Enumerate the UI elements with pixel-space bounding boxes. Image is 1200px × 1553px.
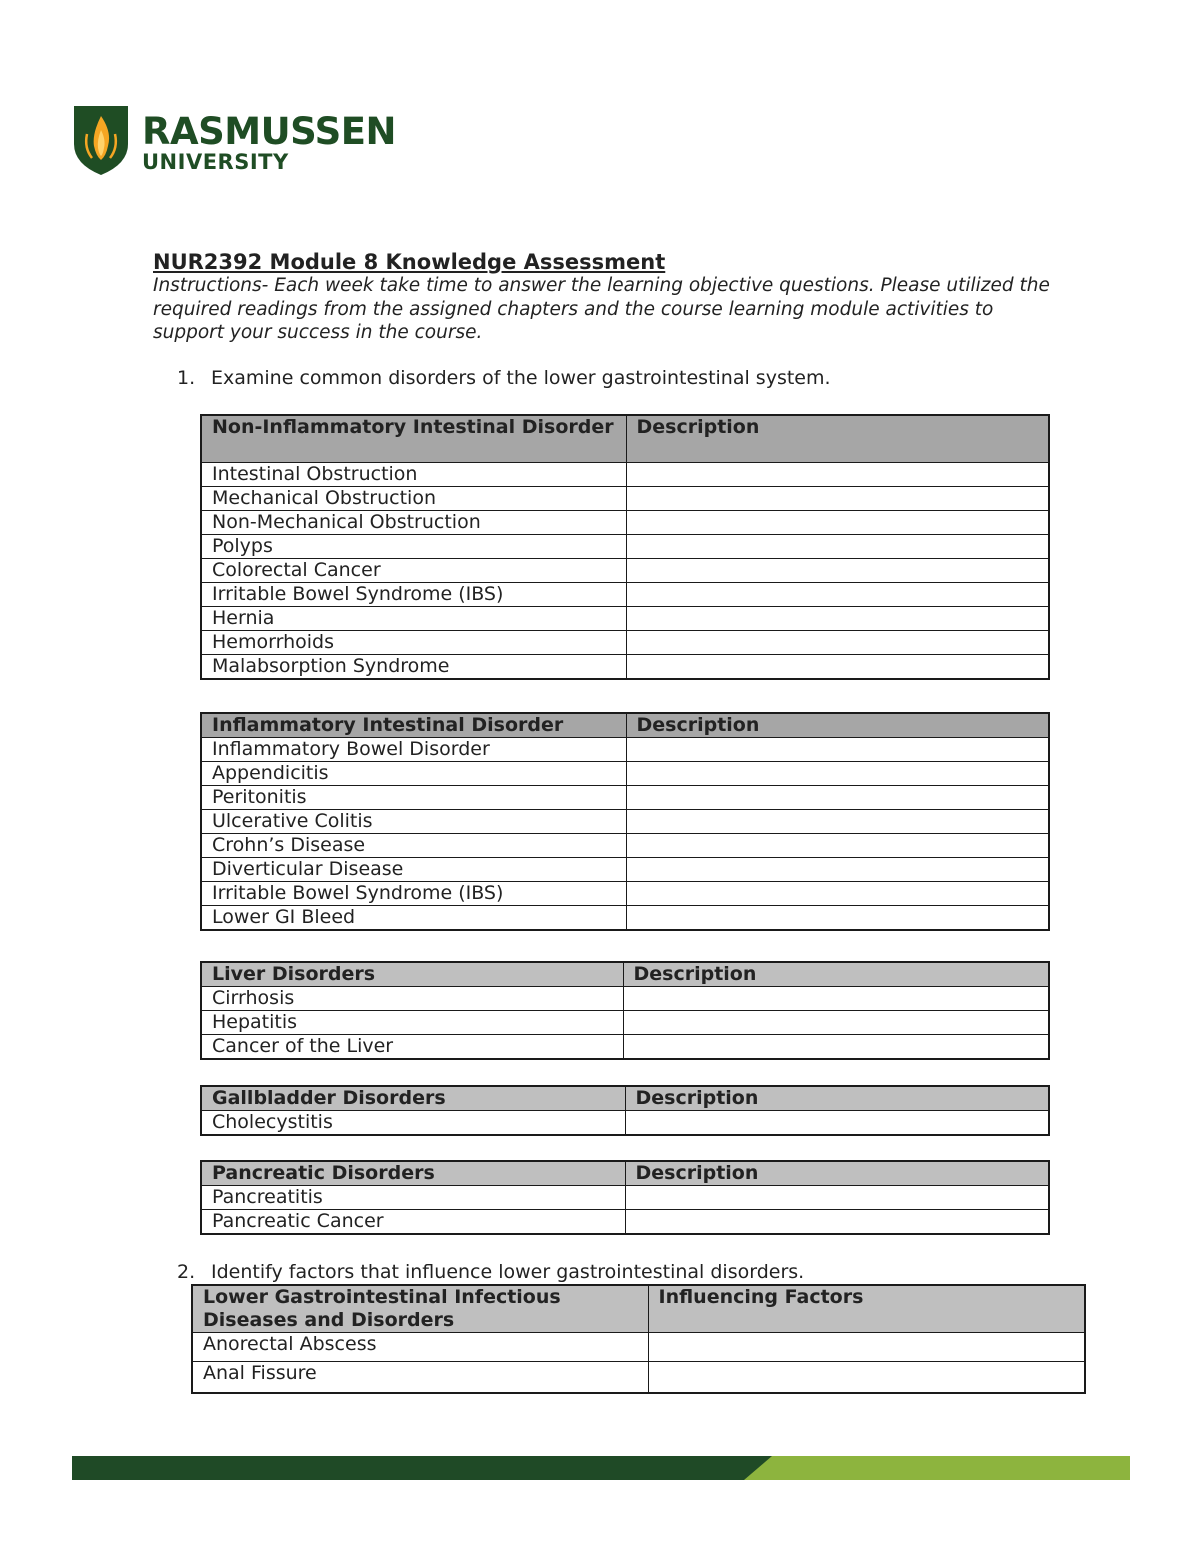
non-inflammatory-table <box>200 414 1050 680</box>
header-cell: Gallbladder Disorders <box>201 1086 625 1111</box>
table-row <box>201 583 1049 607</box>
table-row <box>201 834 1049 858</box>
disorder-cell: Irritable Bowel Syndrome (IBS) <box>201 583 626 607</box>
footer-bar-light <box>744 1456 1130 1480</box>
table-row <box>201 535 1049 559</box>
description-cell[interactable] <box>626 559 1049 583</box>
table-header-row <box>201 1086 1049 1111</box>
table-row <box>201 463 1049 487</box>
question-number: 2. <box>177 1261 196 1283</box>
header-cell: Liver Disorders <box>201 962 623 987</box>
description-cell[interactable] <box>626 607 1049 631</box>
table-row <box>201 1210 1049 1235</box>
description-cell[interactable] <box>626 786 1049 810</box>
header-cell: Lower Gastrointestinal Infectious Diseases and Disorders <box>192 1285 648 1333</box>
header-cell: Description <box>625 1161 1049 1186</box>
disorder-cell: Ulcerative Colitis <box>201 810 626 834</box>
disorder-cell: Malabsorption Syndrome <box>201 655 626 680</box>
description-cell[interactable] <box>626 810 1049 834</box>
header-cell: Description <box>623 962 1049 987</box>
description-cell[interactable] <box>626 511 1049 535</box>
table-header-row <box>192 1285 1085 1333</box>
description-cell[interactable] <box>626 583 1049 607</box>
table-row <box>192 1362 1085 1394</box>
flame-shield-icon <box>72 104 130 176</box>
description-cell[interactable] <box>625 1111 1049 1136</box>
description-cell[interactable] <box>623 987 1049 1011</box>
gallbladder-disorders-table <box>200 1085 1050 1136</box>
description-cell[interactable] <box>626 535 1049 559</box>
disorder-cell: Appendicitis <box>201 762 626 786</box>
liver-disorders-table <box>200 961 1050 1060</box>
table-header-row <box>201 962 1049 987</box>
table-row <box>201 1011 1049 1035</box>
disorder-cell: Diverticular Disease <box>201 858 626 882</box>
header-cell: Non-Inflammatory Intestinal Disorder <box>201 415 626 463</box>
disorder-cell: Inflammatory Bowel Disorder <box>201 738 626 762</box>
description-cell[interactable] <box>626 738 1049 762</box>
table-row <box>201 762 1049 786</box>
table-header-row <box>201 415 1049 463</box>
disorder-cell: Cancer of the Liver <box>201 1035 623 1060</box>
question-text: Identify factors that influence lower gastrointestinal disorders. <box>211 1261 805 1283</box>
footer-bar-dark <box>72 1456 772 1480</box>
disorder-cell: Pancreatic Cancer <box>201 1210 625 1235</box>
header-cell: Description <box>626 713 1049 738</box>
table-row <box>201 882 1049 906</box>
description-cell[interactable] <box>623 1011 1049 1035</box>
table-row <box>201 1111 1049 1136</box>
disorder-cell: Cholecystitis <box>201 1111 625 1136</box>
table-row <box>201 655 1049 680</box>
table-row <box>201 631 1049 655</box>
table-row <box>201 906 1049 931</box>
disorder-cell: Anorectal Abscess <box>192 1333 648 1362</box>
disorder-cell: Hepatitis <box>201 1011 623 1035</box>
description-cell[interactable] <box>626 762 1049 786</box>
infectious-diseases-table <box>191 1284 1086 1394</box>
question-text: Examine common disorders of the lower gastrointestinal system. <box>211 367 831 389</box>
page-title: NUR2392 Module 8 Knowledge Assessment <box>153 250 666 274</box>
disorder-cell: Anal Fissure <box>192 1362 648 1394</box>
table-row <box>201 487 1049 511</box>
table-row <box>201 987 1049 1011</box>
disorder-cell: Pancreatitis <box>201 1186 625 1210</box>
description-cell[interactable] <box>626 631 1049 655</box>
description-cell[interactable] <box>626 858 1049 882</box>
description-cell[interactable] <box>626 834 1049 858</box>
description-cell[interactable] <box>623 1035 1049 1060</box>
table-header-row <box>201 1161 1049 1186</box>
table-row <box>201 810 1049 834</box>
table-header-row <box>201 713 1049 738</box>
question-number: 1. <box>177 367 196 389</box>
description-cell[interactable] <box>626 463 1049 487</box>
table-row <box>201 559 1049 583</box>
rasmussen-logo <box>72 104 402 184</box>
disorder-cell: Intestinal Obstruction <box>201 463 626 487</box>
description-cell[interactable] <box>625 1210 1049 1235</box>
description-cell[interactable] <box>626 882 1049 906</box>
disorder-cell: Cirrhosis <box>201 987 623 1011</box>
table-row <box>192 1333 1085 1362</box>
disorder-cell: Peritonitis <box>201 786 626 810</box>
disorder-cell: Polyps <box>201 535 626 559</box>
description-cell[interactable] <box>625 1186 1049 1210</box>
disorder-cell: Mechanical Obstruction <box>201 487 626 511</box>
instructions-text: Instructions- Each week take time to answer the learning objective questions. Please utilized the required readings from the assigned chapters and the course learning module activities to support your success in the course. <box>153 275 1050 343</box>
disorder-cell: Irritable Bowel Syndrome (IBS) <box>201 882 626 906</box>
header-cell: Description <box>625 1086 1049 1111</box>
description-cell[interactable] <box>626 487 1049 511</box>
logo-wordmark: RASMUSSEN <box>142 110 397 153</box>
disorder-cell: Non-Mechanical Obstruction <box>201 511 626 535</box>
inflammatory-table <box>200 712 1050 931</box>
description-cell[interactable] <box>626 906 1049 931</box>
header-cell: Influencing Factors <box>648 1285 1085 1333</box>
table-row <box>201 786 1049 810</box>
table-row <box>201 511 1049 535</box>
header-cell: Pancreatic Disorders <box>201 1161 625 1186</box>
disorder-cell: Crohn’s Disease <box>201 834 626 858</box>
table-row <box>201 738 1049 762</box>
table-row <box>201 607 1049 631</box>
table-row <box>201 1186 1049 1210</box>
disorder-cell: Lower GI Bleed <box>201 906 626 931</box>
logo-subtitle: UNIVERSITY <box>142 150 289 174</box>
table-row <box>201 858 1049 882</box>
header-cell: Inflammatory Intestinal Disorder <box>201 713 626 738</box>
disorder-cell: Colorectal Cancer <box>201 559 626 583</box>
description-cell[interactable] <box>626 655 1049 680</box>
pancreatic-disorders-table <box>200 1160 1050 1235</box>
factors-cell[interactable] <box>648 1333 1085 1362</box>
table-row <box>201 1035 1049 1060</box>
disorder-cell: Hernia <box>201 607 626 631</box>
disorder-cell: Hemorrhoids <box>201 631 626 655</box>
header-cell: Description <box>626 415 1049 463</box>
factors-cell[interactable] <box>648 1362 1085 1394</box>
